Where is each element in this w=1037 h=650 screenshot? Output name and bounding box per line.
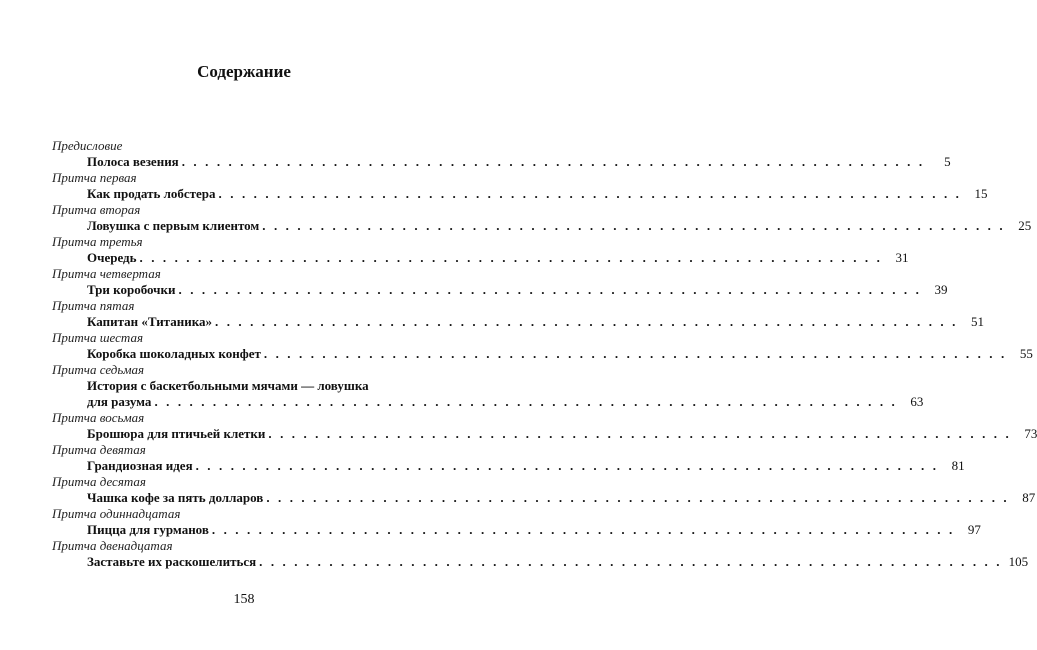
toc-entry-title[interactable]: Коробка шоколадных конфет [87, 346, 261, 361]
dot-leader: . . . . . . . . . . . . . . . . . . . . . . . . . . . . . . . . . . . . . . . . . . . . . . . . . . . . . . . . . . . . . . . . [154, 394, 898, 409]
dot-leader: . . . . . . . . . . . . . . . . . . . . . . . . . . . . . . . . . . . . . . . . . . . . . . . . . . . . . . . . . . . . . . . . [259, 554, 1003, 569]
dot-leader: . . . . . . . . . . . . . . . . . . . . . . . . . . . . . . . . . . . . . . . . . . . . . . . . . . . . . . . . . . . . . . . . [139, 250, 883, 265]
toc-section-label: Притча двенадцатая [52, 538, 173, 553]
toc-entry-page[interactable]: 97 [967, 522, 981, 537]
toc-section [52, 202, 1032, 234]
toc-entry-title[interactable]: Заставьте их раскошелиться [87, 554, 257, 569]
toc-entry-page[interactable]: 25 [1018, 218, 1032, 233]
toc-section [52, 442, 965, 474]
dot-leader: . . . . . . . . . . . . . . . . . . . . . . . . . . . . . . . . . . . . . . . . . . . . . . . . . . . . . . . . . . . . . . . . [263, 346, 1007, 361]
toc-section-label: Притча седьмая [52, 362, 145, 377]
page-number: 158 [233, 592, 255, 607]
dot-leader: . . . . . . . . . . . . . . . . . . . . . . . . . . . . . . . . . . . . . . . . . . . . . . . . . . . . . . . . . . . . . . . . [178, 282, 922, 297]
toc-section-label: Притча восьмая [52, 410, 145, 425]
toc-section-label: Притча десятая [52, 474, 146, 489]
toc-section-label: Притча одиннадцатая [52, 506, 181, 521]
toc-section [52, 538, 1029, 570]
toc-entry[interactable] [87, 490, 1036, 506]
dot-leader: . . . . . . . . . . . . . . . . . . . . . . . . . . . . . . . . . . . . . . . . . . . . . . . . . . . . . . . . . . . . . . . . [218, 186, 962, 201]
toc-entry[interactable] [87, 186, 988, 202]
toc-entry-page[interactable]: 5 [944, 154, 951, 169]
toc-entry[interactable] [87, 282, 948, 298]
table-of-contents [52, 138, 1037, 570]
toc-entry-page[interactable]: 55 [1019, 346, 1033, 361]
dot-leader: . . . . . . . . . . . . . . . . . . . . . . . . . . . . . . . . . . . . . . . . . . . . . . . . . . . . . . . . . . . . . . . . [195, 458, 939, 473]
toc-section [52, 266, 948, 298]
toc-entry-title[interactable]: для разума [87, 394, 152, 409]
toc-section [52, 410, 1037, 442]
toc-section [52, 330, 1033, 362]
toc-section [52, 506, 981, 538]
toc-entry-title[interactable]: Ловушка с первым клиентом [87, 218, 260, 233]
dot-leader: . . . . . . . . . . . . . . . . . . . . . . . . . . . . . . . . . . . . . . . . . . . . . . . . . . . . . . . . . . . . . . . . [215, 314, 958, 329]
toc-entry-page[interactable]: 73 [1024, 426, 1037, 441]
toc-entry-title[interactable]: Грандиозная идея [87, 458, 193, 473]
toc-entry-title[interactable]: Брошюра для птичьей клетки [87, 426, 266, 441]
toc-section-label: Притча шестая [52, 330, 143, 345]
toc-entry[interactable] [87, 218, 1032, 234]
toc-entry[interactable] [87, 314, 984, 330]
toc-entry-page[interactable]: 15 [974, 186, 988, 201]
toc-entry-page[interactable]: 39 [934, 282, 948, 297]
toc-section-label: Притча четвертая [52, 266, 161, 281]
toc-entry[interactable] [87, 346, 1033, 362]
toc-entry[interactable] [87, 458, 965, 474]
toc-entry[interactable] [87, 250, 909, 266]
toc-section [52, 234, 909, 266]
toc-entry-title[interactable]: Три коробочки [87, 282, 176, 297]
toc-entry[interactable] [87, 426, 1037, 442]
toc-section-label: Притча первая [52, 170, 137, 185]
toc-entry-page[interactable]: 31 [895, 250, 909, 265]
toc-section-label: Притча третья [52, 234, 143, 249]
toc-entry-title[interactable]: Пицца для гурманов [87, 522, 209, 537]
dot-leader: . . . . . . . . . . . . . . . . . . . . . . . . . . . . . . . . . . . . . . . . . . . . . . . . . . . . . . . . . . . . . . . . [262, 218, 1006, 233]
toc-entry-page[interactable]: 87 [1022, 490, 1036, 505]
toc-entry[interactable] [87, 154, 951, 170]
toc-entry[interactable] [87, 554, 1029, 570]
toc-entry-title-line[interactable]: История с баскетбольными мячами — ловушка [87, 378, 369, 393]
toc-section-label: Предисловие [52, 138, 123, 153]
dot-leader: . . . . . . . . . . . . . . . . . . . . . . . . . . . . . . . . . . . . . . . . . . . . . . . . . . . . . . . . . . . . . . . . [181, 154, 925, 169]
toc-entry-title[interactable]: Чашка кофе за пять долларов [87, 490, 264, 505]
toc-entry[interactable] [87, 394, 924, 410]
toc-entry-title[interactable]: Капитан «Титаника» [87, 314, 213, 329]
toc-section-label: Притча вторая [52, 202, 141, 217]
toc-section [52, 138, 951, 170]
toc-section-label: Притча пятая [52, 298, 135, 313]
toc-section-label: Притча девятая [52, 442, 146, 457]
toc-entry-title[interactable]: Как продать лобстера [87, 186, 216, 201]
dot-leader: . . . . . . . . . . . . . . . . . . . . . . . . . . . . . . . . . . . . . . . . . . . . . . . . . . . . . . . . . . . . . . . . [211, 522, 955, 537]
toc-entry-page[interactable]: 81 [951, 458, 965, 473]
toc-entry-title[interactable]: Полоса везения [87, 154, 179, 169]
page-title: Содержание [197, 62, 291, 81]
toc-entry-page[interactable]: 63 [910, 394, 924, 409]
dot-leader: . . . . . . . . . . . . . . . . . . . . . . . . . . . . . . . . . . . . . . . . . . . . . . . . . . . . . . . . . . . . . . . . [266, 490, 1010, 505]
dot-leader: . . . . . . . . . . . . . . . . . . . . . . . . . . . . . . . . . . . . . . . . . . . . . . . . . . . . . . . . . . . . . . . . [268, 426, 1012, 441]
toc-section [52, 170, 988, 202]
toc-section [52, 362, 924, 410]
toc-section [52, 474, 1036, 506]
toc-section [52, 298, 984, 330]
toc-entry-title[interactable]: Очередь [87, 250, 137, 265]
toc-entry[interactable] [87, 522, 981, 538]
toc-entry-page[interactable]: 105 [1008, 554, 1029, 569]
toc-entry-page[interactable]: 51 [970, 314, 984, 329]
